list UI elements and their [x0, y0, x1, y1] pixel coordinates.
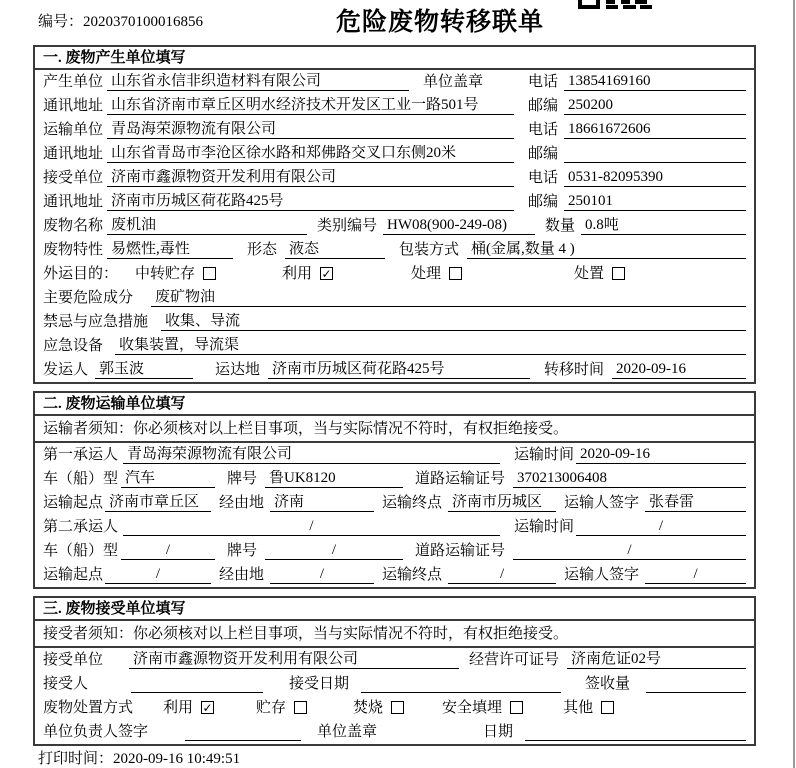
transporter-value: 青岛海荣源物流有限公司 — [107, 121, 514, 139]
row-hazard — [35, 286, 754, 310]
purpose-treat-label: 处理 — [411, 266, 442, 282]
producer-label: 产生单位 — [43, 74, 104, 90]
end2-label: 运输终点 — [382, 567, 443, 583]
equipment-value: 收集装置，导流渠 — [115, 337, 746, 355]
disposal-option-incinerate — [353, 700, 404, 717]
section-producer — [33, 45, 756, 384]
row-purpose — [35, 262, 754, 286]
disposal-label: 废物处置方式 — [43, 700, 134, 716]
permit-label: 经营许可证号 — [469, 652, 560, 668]
quantity-label: 数量 — [545, 218, 576, 234]
form-label: 形态 — [247, 242, 278, 258]
disposal-option-landfill — [442, 700, 523, 717]
traits-label: 废物特性 — [43, 242, 104, 258]
license2-value: / — [513, 542, 746, 560]
purpose-utilize-label: 利用 — [282, 266, 313, 282]
purpose-utilize-checkbox: ✓ — [321, 266, 332, 281]
carrier2-label: 第二承运人 — [43, 519, 119, 535]
disposal-other-label: 其他 — [563, 700, 594, 716]
time2-value: / — [576, 518, 746, 536]
transfer-time-value: 2020-09-16 — [612, 361, 746, 379]
disposal-landfill-label: 安全填埋 — [442, 700, 503, 716]
transporter-notice: 运输者须知：你必须核对以上栏目事项，当与实际情况不符时，有权拒绝接受。 — [35, 416, 754, 443]
accept-date-label: 接受日期 — [289, 676, 350, 692]
time2-label: 运输时间 — [514, 519, 575, 535]
sign1-label: 运输人签字 — [564, 495, 640, 511]
row-vehicle2 — [35, 539, 754, 563]
zip2-group — [528, 146, 746, 163]
origin2-label: 运输起点 — [43, 567, 104, 583]
purpose-option-transfer-storage — [135, 266, 216, 283]
row-transporter-address — [35, 142, 754, 166]
time1-value: 2020-09-16 — [576, 446, 746, 464]
phone2-group — [528, 121, 746, 139]
addr2-label: 通讯地址 — [43, 146, 104, 162]
carrier1-label: 第一承运人 — [43, 447, 119, 463]
disposal-incinerate-checkbox — [391, 701, 404, 714]
row-producer-address — [35, 94, 754, 118]
row-receiver — [35, 166, 754, 190]
purpose-dispose-checkbox — [612, 267, 625, 280]
disposal-incinerate-label: 焚烧 — [353, 700, 384, 716]
manager-sign-label: 单位负责人签字 — [43, 724, 149, 740]
origin2-value: / — [105, 566, 211, 584]
phone1-label: 电话 — [528, 74, 559, 90]
print-time-value: 2020-09-16 10:49:51 — [113, 751, 241, 767]
packing-value: 桶(金属,数量 4 ) — [467, 241, 746, 259]
vehicle1-value: 汽车 — [121, 470, 215, 488]
phone3-label: 电话 — [528, 170, 559, 186]
end1-value: 济南市历城区 — [448, 494, 556, 512]
section-transporter — [33, 391, 756, 589]
addr1-label: 通讯地址 — [43, 98, 104, 114]
row-route1 — [35, 491, 754, 515]
phone3-value: 0531-82095390 — [564, 169, 746, 187]
purpose-option-treat — [411, 266, 462, 283]
vehicle2-value: / — [121, 542, 215, 560]
amount-label: 签收量 — [585, 676, 631, 692]
producer-value: 山东省永信非织造材料有限公司 — [107, 73, 409, 91]
amount-value — [646, 692, 746, 693]
plate1-value: 鲁UK8120 — [265, 470, 403, 488]
category-value: HW08(900-249-08) — [383, 217, 535, 235]
row-disposal — [35, 696, 754, 720]
vehicle2-label: 车（船）型 — [43, 543, 119, 559]
zip3-label: 邮编 — [528, 194, 559, 210]
plate2-value: / — [265, 542, 403, 560]
row-shipper — [35, 358, 754, 382]
via1-value: 济南 — [270, 494, 374, 512]
acceptor-label: 接受人 — [43, 676, 89, 692]
row-equipment — [35, 334, 754, 358]
dest-label: 运达地 — [215, 362, 261, 378]
row-manager-sign — [35, 720, 754, 744]
carrier2-value: / — [123, 518, 500, 536]
section-receiver-title: 三. 废物接受单位填写 — [35, 598, 754, 621]
origin1-value: 济南市章丘区 — [105, 494, 211, 512]
equipment-label: 应急设备 — [43, 338, 104, 354]
disposal-storage-checkbox — [294, 701, 307, 714]
zip1-label: 邮编 — [528, 98, 559, 114]
emergency-label: 禁忌与应急措施 — [43, 314, 149, 330]
purpose-label: 外运目的： — [43, 266, 119, 282]
dest-value: 济南市历城区荷花路425号 — [268, 361, 530, 379]
date2-value — [525, 740, 746, 741]
purpose-transfer-storage-checkbox — [203, 267, 216, 280]
page-title: 危险废物转移联单 — [335, 9, 544, 36]
quantity-value: 0.8吨 — [581, 217, 746, 235]
shipper-value: 郭玉波 — [95, 361, 193, 379]
addr3-label: 通讯地址 — [43, 194, 104, 210]
receiver-label: 接受单位 — [43, 170, 104, 186]
receiver-value: 济南市鑫源物资开发利用有限公司 — [107, 169, 514, 187]
row-receive-unit — [35, 648, 754, 672]
disposal-utilize-label: 利用 — [163, 700, 194, 716]
end1-label: 运输终点 — [382, 495, 443, 511]
row-receiver-address — [35, 190, 754, 214]
vehicle1-label: 车（船）型 — [43, 471, 119, 487]
row-carrier2 — [35, 515, 754, 539]
row-producer — [35, 70, 754, 94]
row-transporter — [35, 118, 754, 142]
category-label: 类别编号 — [317, 218, 378, 234]
row-waste-name — [35, 214, 754, 238]
page-edge-line — [793, 0, 795, 768]
row-waste-traits — [35, 238, 754, 262]
shipper-label: 发运人 — [43, 362, 89, 378]
purpose-option-dispose — [574, 266, 625, 283]
emergency-value: 收集、导流 — [161, 313, 746, 331]
permit-value: 济南危证02号 — [567, 651, 746, 669]
packing-label: 包装方式 — [399, 242, 460, 258]
row-route2 — [35, 563, 754, 587]
row-carrier1 — [35, 443, 754, 467]
disposal-landfill-checkbox — [510, 701, 523, 714]
via2-value: / — [270, 566, 374, 584]
license1-value: 370213006408 — [513, 470, 746, 488]
form-value: 液态 — [285, 241, 385, 259]
waste-name-value: 废机油 — [107, 217, 307, 235]
plate2-label: 牌号 — [227, 543, 258, 559]
zip2-value — [564, 162, 746, 163]
disposal-storage-label: 贮存 — [256, 700, 287, 716]
accept-date-value — [361, 692, 561, 693]
serial-label: 编号： — [38, 14, 84, 30]
phone1-group — [528, 73, 746, 91]
zip3-group — [528, 193, 746, 211]
form-content — [33, 45, 756, 753]
sign1-value: 张春雷 — [645, 494, 746, 512]
acceptor-value — [131, 692, 263, 693]
via2-label: 经由地 — [219, 567, 265, 583]
zip2-label: 邮编 — [528, 146, 559, 162]
traits-value: 易燃性,毒性 — [107, 241, 233, 259]
print-time — [38, 747, 240, 768]
addr1-value: 山东省济南市章丘区明水经济技术开发区工业一路501号 — [107, 97, 514, 115]
print-time-label: 打印时间： — [38, 751, 114, 767]
zip3-value: 250101 — [564, 193, 746, 211]
row-vehicle1 — [35, 467, 754, 491]
addr3-value: 济南市历城区荷花路425号 — [107, 193, 514, 211]
zip1-value: 250200 — [564, 97, 746, 115]
phone3-group — [528, 169, 746, 187]
time1-label: 运输时间 — [514, 447, 575, 463]
row-emergency — [35, 310, 754, 334]
purpose-dispose-label: 处置 — [574, 266, 605, 282]
license2-label: 道路运输证号 — [415, 543, 506, 559]
time2-group — [514, 518, 746, 536]
time1-group — [514, 446, 746, 464]
serial-value: 2020370100016856 — [83, 14, 204, 30]
hazard-label: 主要危险成分 — [43, 290, 134, 306]
receive-unit-value: 济南市鑫源物资开发利用有限公司 — [129, 651, 459, 669]
via1-label: 经由地 — [219, 495, 265, 511]
origin1-label: 运输起点 — [43, 495, 104, 511]
disposal-option-utilize — [163, 700, 214, 717]
phone1-value: 13854169160 — [564, 73, 746, 91]
manager-sign-value — [185, 740, 301, 741]
disposal-other-checkbox — [601, 701, 614, 714]
row-acceptor — [35, 672, 754, 696]
phone2-label: 电话 — [528, 122, 559, 138]
section-producer-title: 一. 废物产生单位填写 — [35, 47, 754, 70]
receiver-notice: 接受者须知：你必须核对以上栏目事项，当与实际情况不符时，有权拒绝接受。 — [35, 621, 754, 648]
license1-label: 道路运输证号 — [415, 471, 506, 487]
disposal-option-storage — [256, 700, 307, 717]
section-receiver — [33, 596, 756, 746]
unit-seal-label: 单位盖章 — [317, 724, 378, 740]
purpose-option-utilize — [282, 266, 333, 283]
date2-label: 日期 — [483, 724, 514, 740]
waste-name-label: 废物名称 — [43, 218, 104, 234]
addr2-value: 山东省青岛市李沧区徐水路和郑佛路交叉口东侧20米 — [107, 145, 514, 163]
sign2-value: / — [645, 566, 746, 584]
hazard-value: 废矿物油 — [151, 289, 746, 307]
receive-unit-label: 接受单位 — [43, 652, 104, 668]
purpose-transfer-storage-label: 中转贮存 — [135, 266, 196, 282]
disposal-option-other — [563, 700, 614, 717]
disposal-utilize-checkbox: ✓ — [202, 700, 213, 715]
zip1-group — [528, 97, 746, 115]
section-transporter-title: 二. 废物运输单位填写 — [35, 393, 754, 416]
carrier1-value: 青岛海荣源物流有限公司 — [123, 446, 500, 464]
end2-value: / — [448, 566, 556, 584]
purpose-treat-checkbox — [449, 267, 462, 280]
transfer-time-label: 转移时间 — [544, 362, 605, 378]
seal-label: 单位盖章 — [423, 74, 484, 90]
plate1-label: 牌号 — [227, 471, 258, 487]
phone2-value: 18661672606 — [564, 121, 746, 139]
sign2-label: 运输人签字 — [564, 567, 640, 583]
transporter-label: 运输单位 — [43, 122, 104, 138]
